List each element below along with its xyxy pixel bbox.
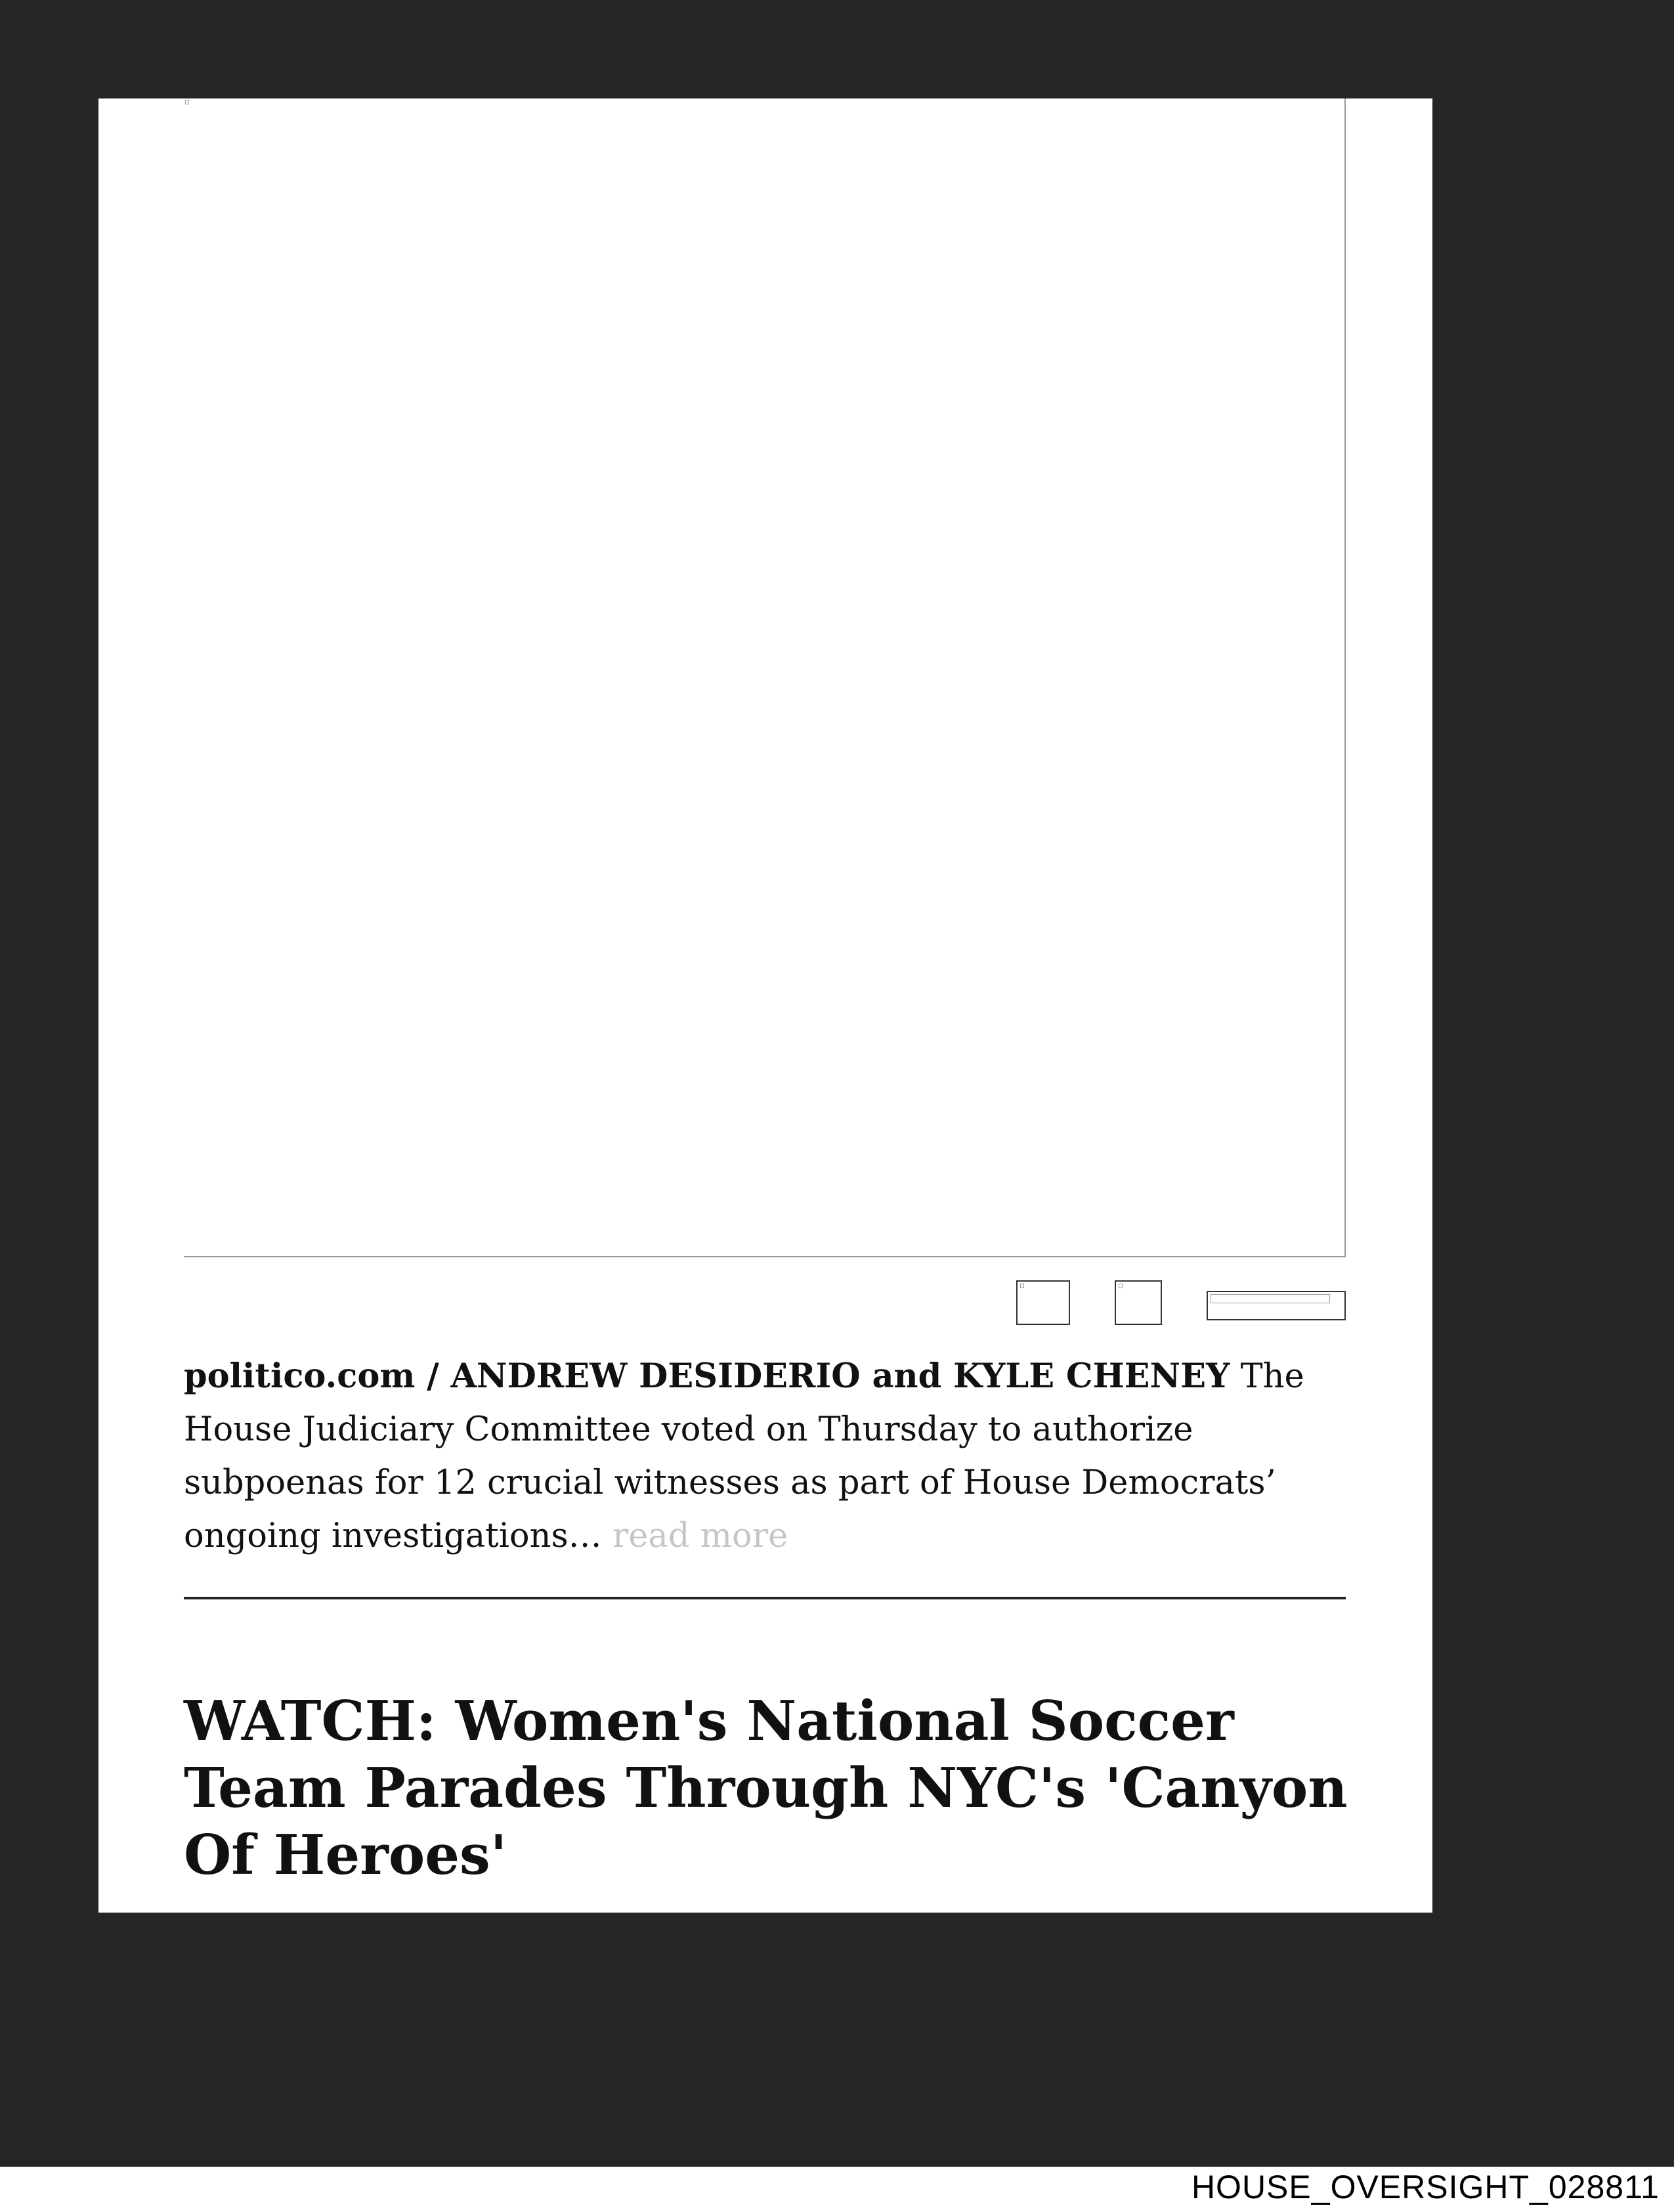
article-source-byline: politico.com / ANDREW DESIDERIO and KYLE CHENEY: [184, 1356, 1230, 1396]
story-divider: [184, 1597, 1346, 1599]
thumbnail-placeholder-1[interactable]: [1016, 1280, 1070, 1325]
thumbnail-placeholder-3[interactable]: [1207, 1291, 1346, 1320]
thumbnail-placeholder-2[interactable]: [1115, 1280, 1162, 1325]
broken-image-icon: [1119, 1284, 1123, 1288]
broken-image-icon: [1020, 1284, 1024, 1288]
read-more-link[interactable]: read more: [612, 1517, 788, 1555]
bates-number: HOUSE_OVERSIGHT_028811: [1191, 2169, 1660, 2205]
broken-image-icon: [1211, 1294, 1330, 1303]
article-summary: [184, 1350, 1346, 1563]
next-story-headline[interactable]: WATCH: Women's National Soccer Team Parades Through NYC's 'Canyon Of Heroes': [184, 1689, 1348, 1887]
broken-image-placeholder: [184, 98, 1346, 1257]
printed-web-page: [98, 98, 1432, 1913]
broken-image-icon: [185, 100, 189, 104]
article-summary-text: The House Judiciary Committee voted on Thursday to authorize subpoenas for 12 crucial witnesses as part of House Democrats’ ongoing investigations…: [184, 1357, 1304, 1555]
broken-image-note: [185, 100, 190, 104]
